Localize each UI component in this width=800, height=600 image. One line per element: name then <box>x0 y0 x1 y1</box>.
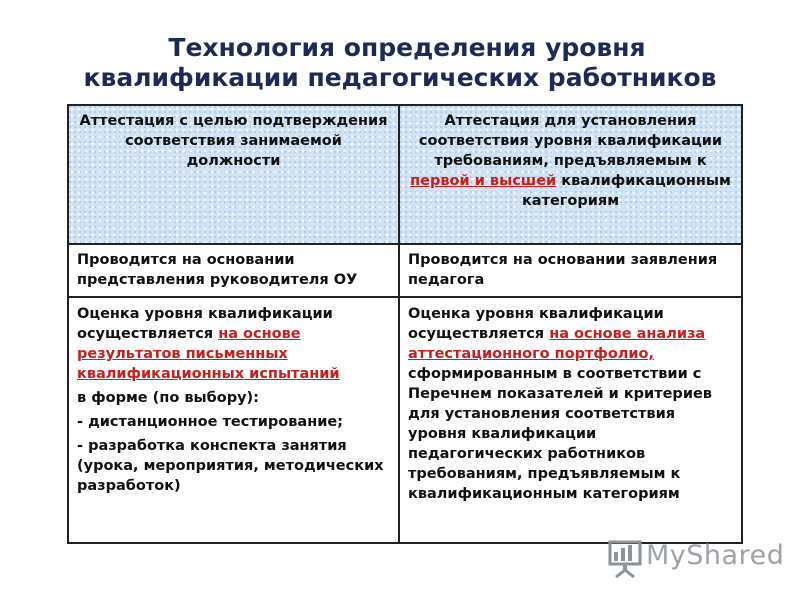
header-cell-left <box>68 105 399 244</box>
row3-left-item-1: - дистанционное тестирование; <box>77 414 343 430</box>
row3-cell-right <box>399 297 742 543</box>
row2-cell-left <box>68 244 399 297</box>
row3-right-text: Оценка уровня квалификации осуществляется <box>408 306 664 342</box>
row3-right-text-end: сформированным в соответствии с Перечнем показателей и критериев для установления соответствия уровня квалификации педагогических работников требованиям, предъявляемым к квалификационным категориям <box>408 366 712 502</box>
row3-left-form: в форме (по выбору): <box>77 390 259 406</box>
row2-left-text: Проводится на основании представления руководителя ОУ <box>77 252 358 288</box>
header-left-text: Аттестация с целью подтверждения соответствия занимаемой должности <box>79 113 388 169</box>
title-line-1: Технология определения уровня <box>168 33 646 62</box>
title-line-2: квалификации педагогических работников <box>83 63 717 92</box>
comparison-table <box>67 104 743 544</box>
row3-left-highlight: на основе результатов письменных квалификационных испытаний <box>77 326 340 382</box>
header-right-text-end: квалификационным категориям <box>521 173 731 209</box>
row2-right-text: Проводится на основании заявления педагога <box>408 252 718 288</box>
header-right-highlight: первой и высшей <box>410 173 557 189</box>
presentation-board-icon <box>606 538 644 578</box>
page-title <box>0 33 800 93</box>
row3-left-text: Оценка уровня квалификации осуществляется <box>77 306 333 342</box>
row2-cell-right <box>399 244 742 297</box>
myshared-logo <box>606 538 785 578</box>
logo-text: MyShared <box>646 540 785 571</box>
header-right-text: Аттестация для установления соответствия уровня квалификации требованиям, предъявляемым к <box>418 113 723 169</box>
table-header-row <box>68 105 742 244</box>
row3-cell-left <box>68 297 399 543</box>
row3-right-highlight: на основе анализа аттестационного портфолио, <box>408 326 706 362</box>
header-cell-right <box>399 105 742 244</box>
table-row <box>68 244 742 297</box>
table-row <box>68 297 742 543</box>
row3-left-item-2: - разработка конспекта занятия (урока, мероприятия, методических разработок) <box>77 438 384 494</box>
